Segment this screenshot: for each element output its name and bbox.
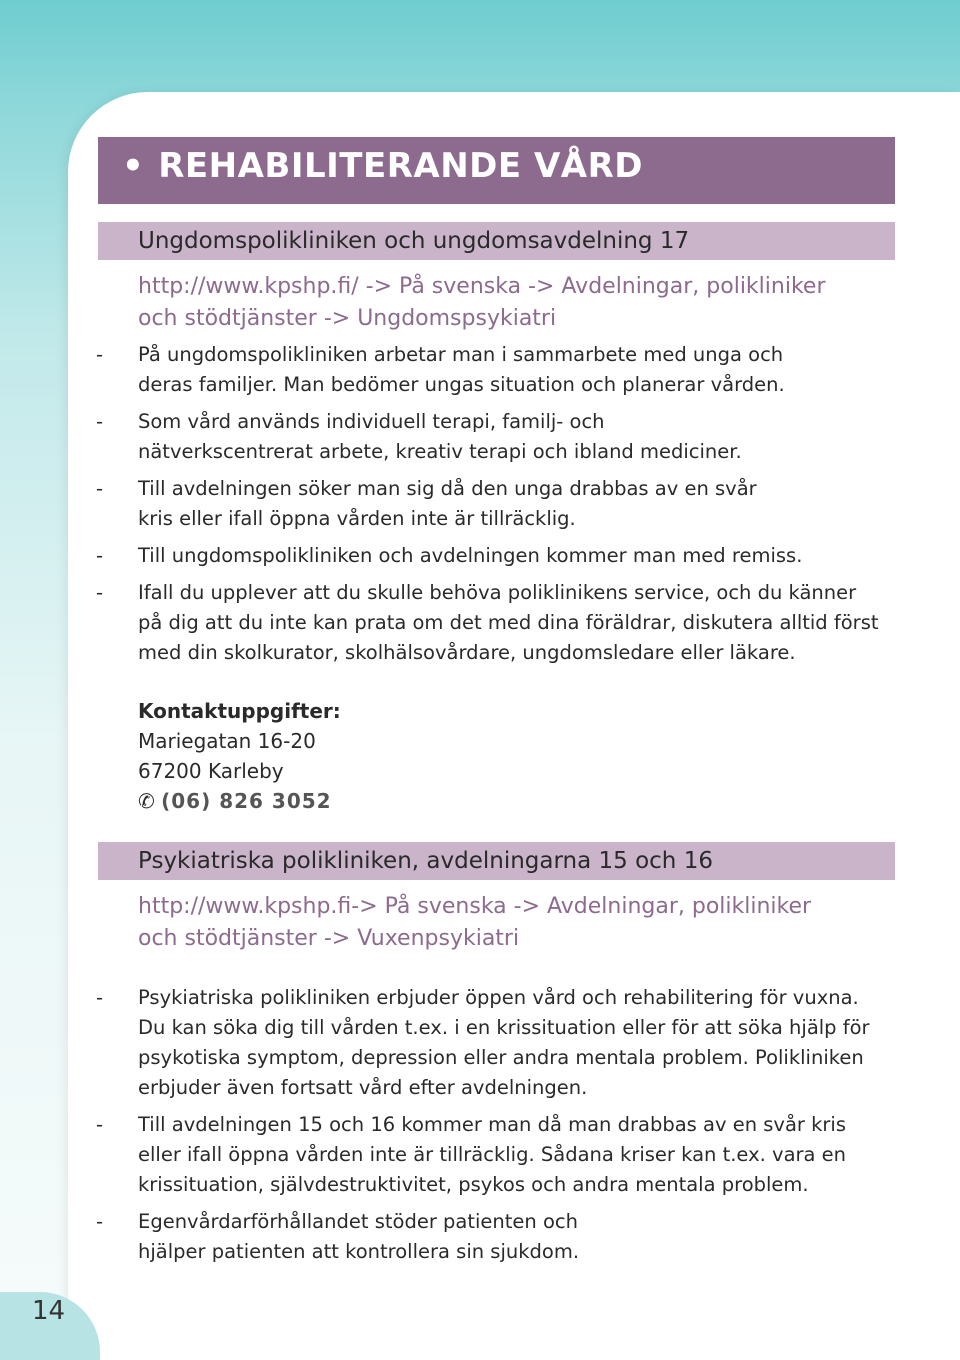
list-item-line: Till ungdomspolikliniken och avdelningen kommer man med remiss. [138,544,803,567]
list-item [92,983,902,1103]
list-item [92,578,902,668]
section2-list [92,983,902,1274]
phone-icon: ✆ [138,789,155,813]
list-item [92,474,902,534]
list-item-line: Du kan söka dig till vården t.ex. i en krissituation eller för att söka hjälp för [138,1016,870,1039]
list-dash: - [96,544,104,567]
list-dash: - [96,581,104,604]
list-item-line: nätverkscentrerat arbete, kreativ terapi och ibland mediciner. [138,440,742,463]
list-dash: - [96,410,104,433]
list-item-line: Ifall du upplever att du skulle behöva poliklinikens service, och du känner [138,581,857,604]
list-item-line: eller ifall öppna vården inte är tillräcklig. Sådana kriser kan t.ex. vara en [138,1143,847,1166]
list-dash: - [96,986,104,1009]
section1-link-line-2[interactable]: och stödtjänster -> Ungdomspsykiatri [138,306,557,331]
section1-link[interactable] [138,271,898,335]
list-item-line: Egenvårdarförhållandet stöder patienten och [138,1210,578,1233]
list-item-line: Psykiatriska polikliniken erbjuder öppen vård och rehabilitering för vuxna. [138,986,859,1009]
contact-phone: (06) 826 3052 [161,789,332,813]
contact-city: 67200 Karleby [138,759,284,783]
list-item-line: deras familjer. Man bedömer ungas situation och planerar vården. [138,373,785,396]
contact-street: Mariegatan 16-20 [138,729,316,753]
contact-block [138,696,341,816]
section2-title: Psykiatriska polikliniken, avdelningarna 15 och 16 [138,848,713,874]
section2-link-line-1[interactable]: http://www.kpshp.fi-> På svenska -> Avdelningar, polikliniker [138,894,812,919]
list-item-line: hjälper patienten att kontrollera sin sjukdom. [138,1240,580,1263]
list-item-line: kris eller ifall öppna vården inte är tillräcklig. [138,507,576,530]
list-item [92,340,902,400]
section1-title: Ungdomspolikliniken och ungdomsavdelning 17 [138,228,690,254]
list-item-line: Som vård används individuell terapi, familj- och [138,410,605,433]
section1-list [92,340,902,675]
list-item-line: krissituation, självdestruktivitet, psykos och andra mentala problem. [138,1173,809,1196]
heading-title: REHABILITERANDE VÅRD [158,146,643,186]
list-item-line: psykotiska symptom, depression eller andra mentala problem. Polikliniken [138,1046,864,1069]
contact-phone-row [138,786,341,816]
heading-bullet: • [122,146,145,186]
list-item-line: på dig att du inte kan prata om det med dina föräldrar, diskutera alltid först [138,611,879,634]
list-item [92,407,902,467]
list-item [92,1110,902,1200]
section2-link[interactable] [138,891,898,955]
list-item [92,541,902,571]
list-dash: - [96,343,104,366]
list-dash: - [96,1210,104,1233]
list-dash: - [96,477,104,500]
section1-link-line-1[interactable]: http://www.kpshp.fi/ -> På svenska -> Avdelningar, polikliniker [138,274,826,299]
list-dash: - [96,1113,104,1136]
page-number: 14 [32,1296,66,1326]
section2-link-line-2[interactable]: och stödtjänster -> Vuxenpsykiatri [138,926,520,951]
list-item-line: Till avdelningen 15 och 16 kommer man då man drabbas av en svår kris [138,1113,847,1136]
contact-label: Kontaktuppgifter: [138,699,341,723]
list-item-line: med din skolkurator, skolhälsovårdare, ungdomsledare eller läkare. [138,641,796,664]
list-item-line: Till avdelningen söker man sig då den unga drabbas av en svår [138,477,757,500]
list-item-line: På ungdomspolikliniken arbetar man i sammarbete med unga och [138,343,784,366]
list-item-line: erbjuder även fortsatt vård efter avdelningen. [138,1076,588,1099]
list-item [92,1207,902,1267]
page-title [122,146,643,186]
